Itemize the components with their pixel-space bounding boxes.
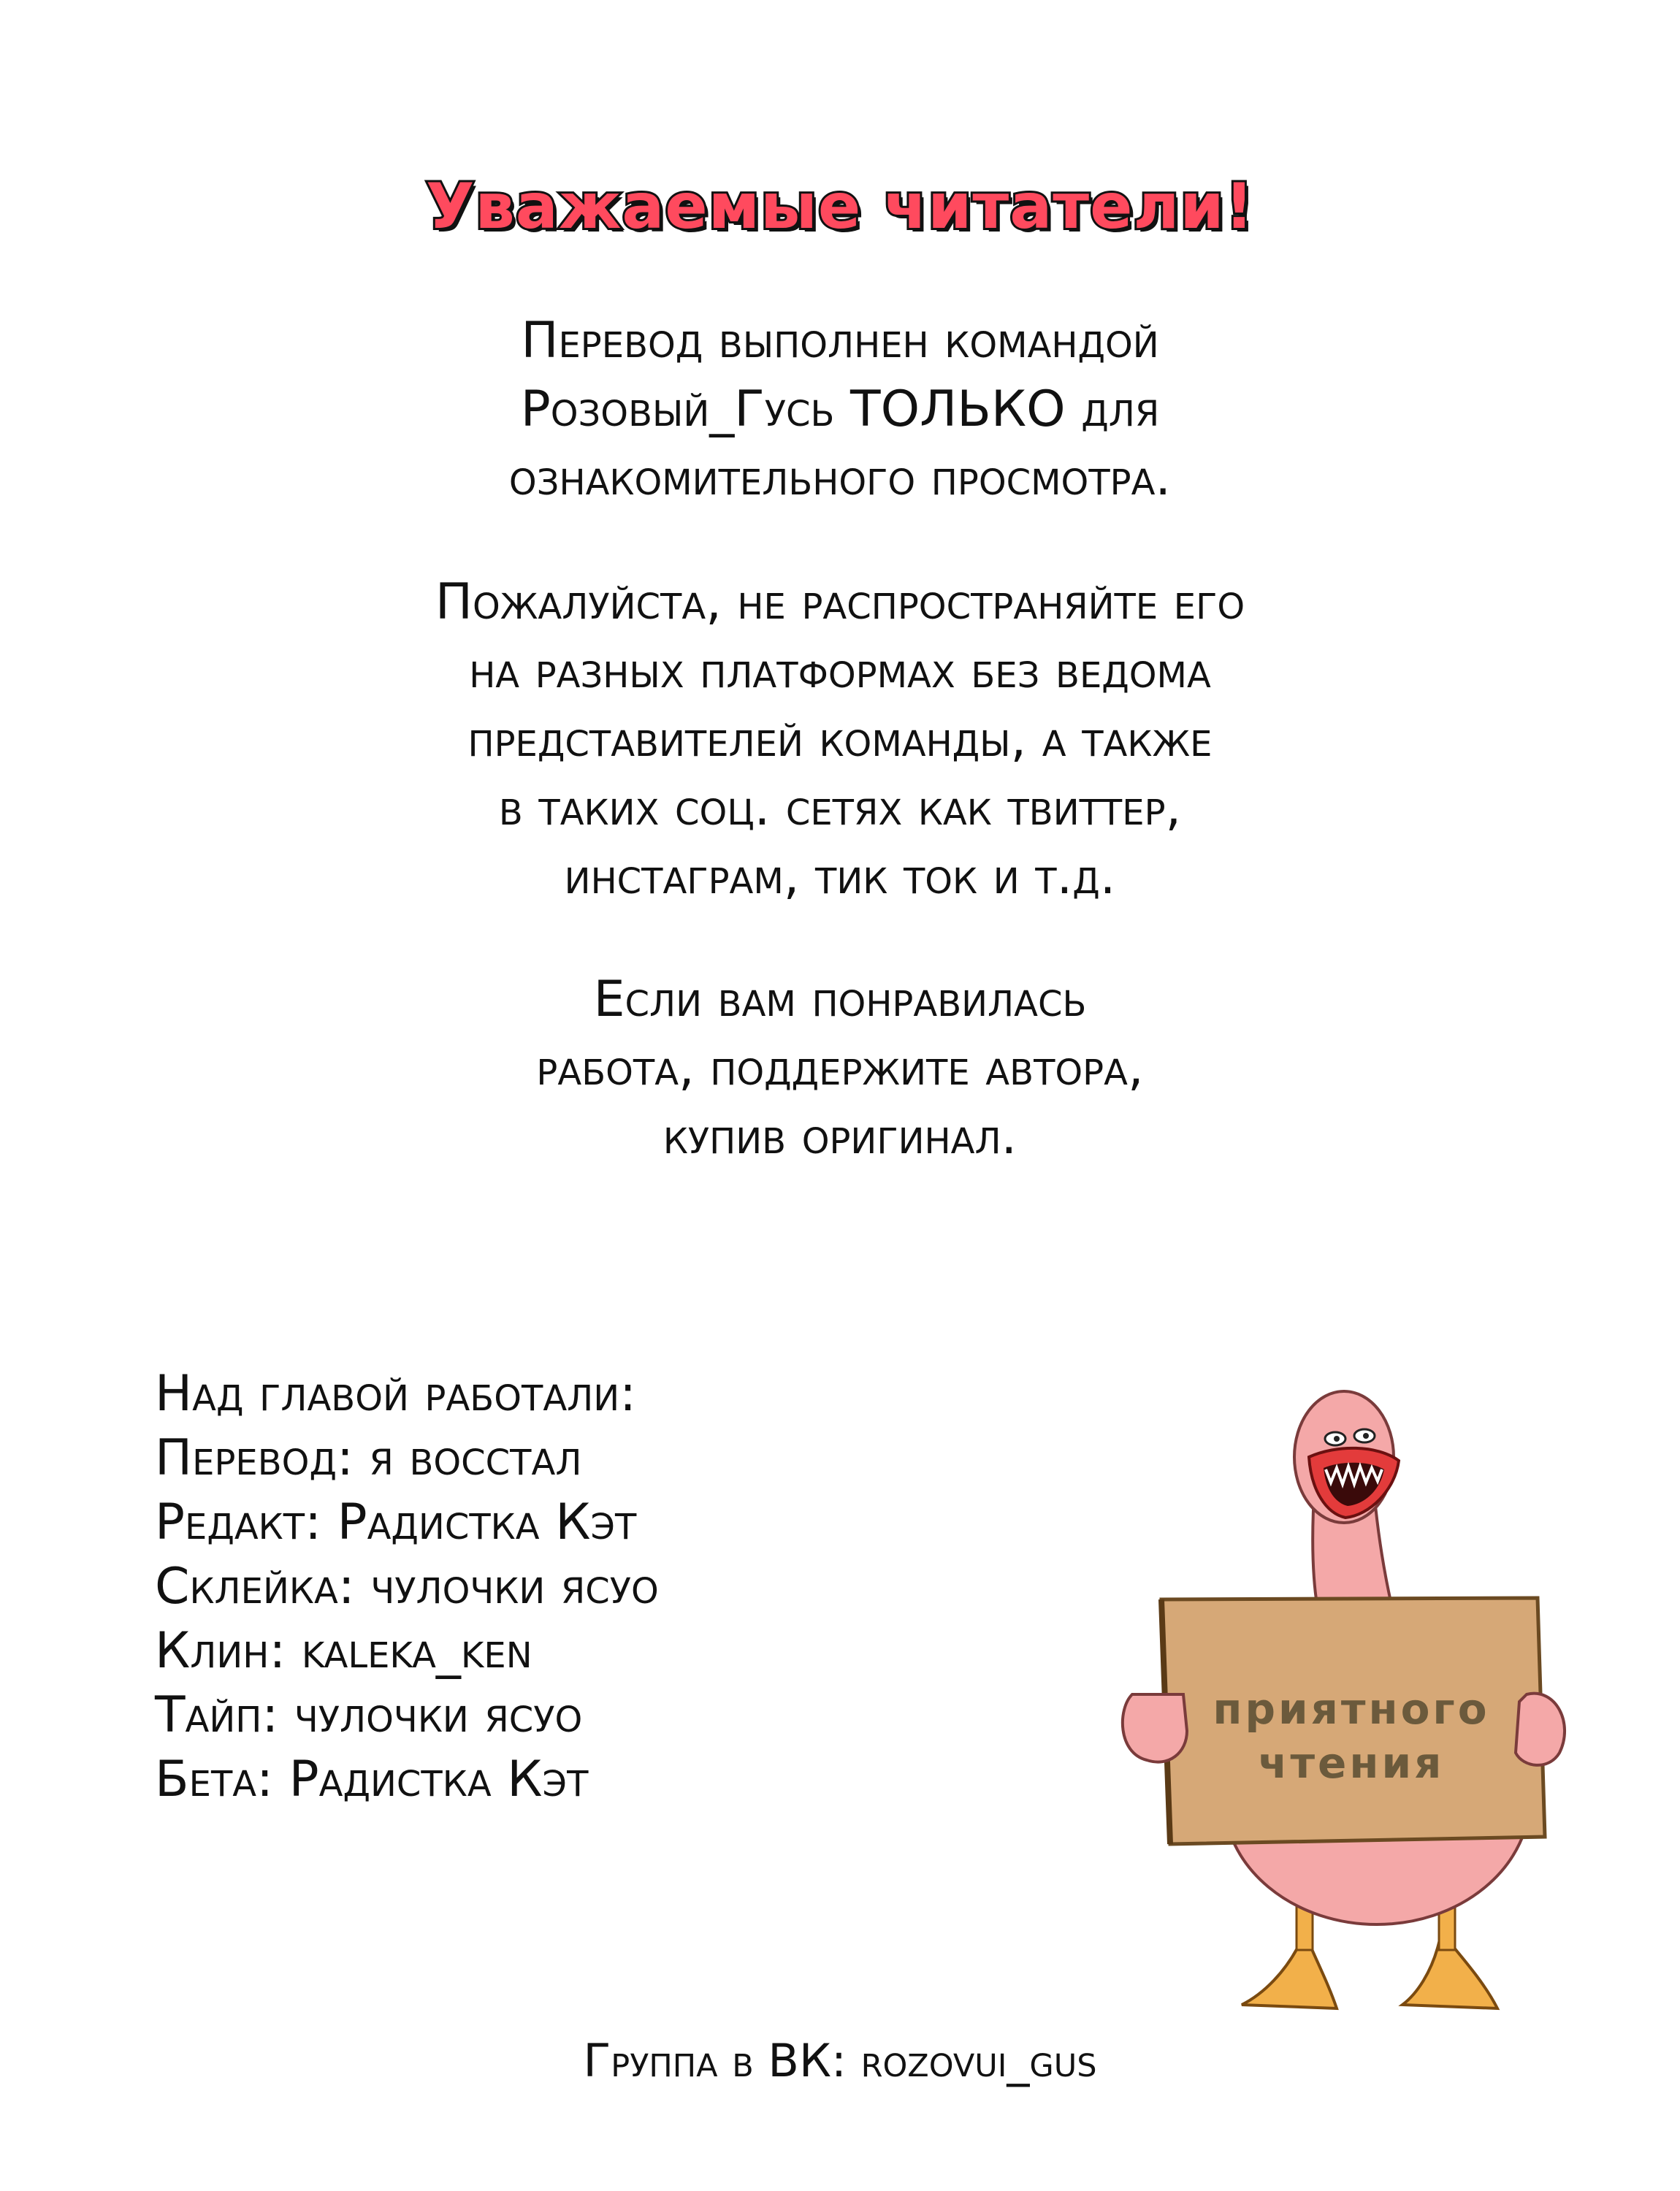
notice-paragraph-1 xyxy=(0,307,1680,513)
text-line: Пожалуйста, не распространяйте его xyxy=(435,573,1245,631)
text-line: представителей команды, а также xyxy=(467,711,1213,768)
credit-gluing: Склейка: чулочки ясуо xyxy=(155,1558,659,1615)
text-line: ознакомительного просмотра. xyxy=(508,449,1172,507)
credit-translation: Перевод: я восстал xyxy=(155,1429,582,1487)
credits-title: Над главой работали: xyxy=(155,1365,637,1423)
sign-text-line: чтения xyxy=(1258,1738,1445,1788)
text-line: в таких соц. сетях как твиттер, xyxy=(498,779,1182,837)
text-line: Если вам понравилась xyxy=(593,971,1087,1028)
credit-cleaning: Клин: kaleka_ken xyxy=(155,1622,532,1680)
text-line: на разных платформах без ведома xyxy=(469,642,1211,700)
vk-group-footer: Группа в ВК: rozovui_gus xyxy=(583,2034,1097,2087)
notice-paragraph-3 xyxy=(0,966,1680,1171)
credit-editing: Редакт: Радистка Кэт xyxy=(155,1494,637,1551)
text-line: Перевод выполнен командой xyxy=(521,312,1159,370)
notice-paragraph-2 xyxy=(0,568,1680,911)
text-line: инстаграм, тик ток и т.д. xyxy=(564,848,1116,906)
text-line: купив оригинал. xyxy=(663,1108,1017,1166)
credit-beta: Бета: Радистка Кэт xyxy=(155,1751,589,1808)
text-line: Розовый_Гусь ТОЛЬКО для xyxy=(520,381,1160,438)
heading: Уважаемые читатели! xyxy=(426,170,1254,243)
credits-list xyxy=(155,1362,885,1812)
text-line: работа, поддержите автора, xyxy=(536,1039,1144,1097)
credit-typesetting: Тайп: чулочки ясуо xyxy=(155,1686,583,1744)
sign-text-line: приятного xyxy=(1213,1684,1490,1734)
